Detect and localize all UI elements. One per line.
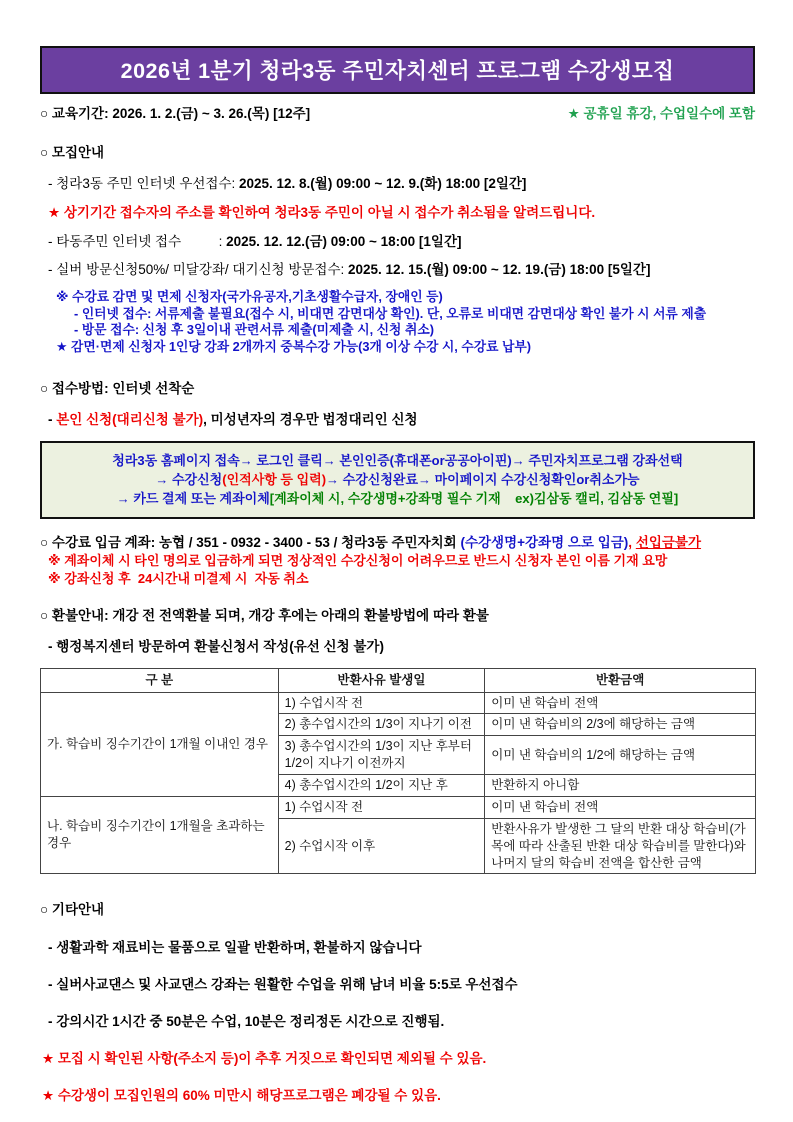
procedure-line2-a: → 수강신청 (155, 472, 223, 487)
recruit-line3-label: - 실버 방문신청50%/ 미달강좌/ 대기신청 방문접수: (48, 262, 349, 278)
refund-amount: 이미 낸 학습비의 1/2에 해당하는 금액 (485, 736, 756, 775)
refund-event: 4) 총수업시간의 1/2이 지난 후 (278, 775, 485, 797)
recruit-line-priority (40, 176, 755, 193)
refund-event: 3) 총수업시간의 1/3이 지난 후부터 1/2이 지나기 이전까지 (278, 736, 485, 775)
apply-self-dash: - (48, 412, 57, 428)
procedure-line2-b: → 수강신청완료→ 마이페이지 수강신청확인or취소가능 (326, 472, 640, 487)
refund-heading: ○ 환불안내: 개강 전 전액환불 되며, 개강 후에는 아래의 환불방법에 따라 환불 (40, 607, 489, 623)
payment-blue-part: (수강생명+강좌명 으로 입금) (460, 535, 629, 550)
apply-self-red: 본인 신청(대리신청 불가) (56, 412, 204, 428)
table-row (41, 796, 756, 818)
refund-amount: 반환사유가 발생한 그 달의 반환 대상 학습비(가목에 따라 산출된 반환 대상 학습비를 말한다)와 나머지 달의 학습비 전액을 합산한 금액 (485, 818, 756, 874)
etc-heading: ○ 기타안내 (40, 902, 105, 918)
procedure-step-line (48, 489, 747, 508)
apply-heading: ○ 접수방법: 인터넷 선착순 (40, 381, 195, 397)
recruit-line-other-dong (40, 234, 755, 251)
discount-notes (40, 289, 755, 355)
etc-item: - 실버사교댄스 및 사교댄스 강좌는 원활한 수업을 위해 남녀 비율 5:5로 우선접수 (48, 977, 518, 993)
procedure-line2-red: (인적사항 등 입력) (222, 472, 327, 487)
page-title: 2026년 1분기 청라3동 주민자치센터 프로그램 수강생모집 (120, 59, 675, 83)
refund-event: 2) 수업시작 이후 (278, 818, 485, 874)
refund-event: 1) 수업시작 전 (278, 796, 485, 818)
refund-event: 2) 총수업시간의 1/3이 지나기 이전 (278, 714, 485, 736)
recruit-line1-value: 2025. 12. 8.(월) 09:00 ~ 12. 9.(화) 18:00 [2일간] (239, 175, 527, 191)
education-period: ○ 교육기간: 2026. 1. 2.(금) ~ 3. 26.(목) [12주] (40, 106, 311, 121)
recruit-heading: ○ 모집안내 (40, 144, 105, 160)
payment-account-line (40, 535, 755, 552)
refund-table-header-row (41, 668, 756, 692)
etc-item: - 생활과학 재료비는 물품으로 일괄 반환하며, 환불하지 않습니다 (48, 940, 422, 956)
procedure-line1: 청라3동 홈페이지 접속→ 로그인 클릭→ 본인인증(휴대폰or공공아이핀)→ 주민자치프로그램 강좌선택 (112, 453, 683, 468)
application-procedure-box (40, 441, 755, 519)
payment-no-prepay: 선입금불가 (635, 535, 702, 550)
recruit-line2-value: 2025. 12. 12.(금) 09:00 ~ 18:00 [1일간] (226, 233, 462, 249)
title-banner (40, 46, 755, 94)
refund-group-b-label: 나. 학습비 징수기간이 1개월을 초과하는 경우 (41, 796, 279, 874)
apply-self-line (40, 412, 755, 429)
payment-note: ※ 계좌이체 시 타인 명의로 입금하게 되면 정상적인 수강신청이 어려우므로 반드시 신청자 본인 이름 기재 요망 (48, 552, 668, 568)
refund-col-amount: 반환금액 (485, 668, 756, 692)
recruit-line-silver (40, 262, 755, 279)
education-period-row (40, 106, 755, 123)
refund-amount: 이미 낸 학습비의 2/3에 해당하는 금액 (485, 714, 756, 736)
holiday-note: ★ 공휴일 휴강, 수업일수에 포함 (567, 106, 755, 121)
payment-note: ※ 강좌신청 후 24시간내 미결제 시 자동 취소 (48, 570, 309, 586)
recruit-warning: ★ 상기기간 접수자의 주소를 확인하여 청라3동 주민이 아닐 시 접수가 취소됨을 알려드립니다. (48, 204, 596, 220)
refund-amount: 이미 낸 학습비 전액 (485, 796, 756, 818)
discount-note: - 인터넷 접수: 서류제출 불필요(접수 시, 비대면 감면대상 확인). 단, 오류로 비대면 감면대상 확인 불가 시 서류 제출 (74, 305, 707, 321)
discount-note: ※ 수강료 감면 및 면제 신청자(국가유공자,기초생활수급자, 장애인 등) (56, 289, 443, 305)
apply-self-rest: , 미성년자의 경우만 법정대리인 신청 (203, 412, 418, 428)
procedure-line3-green: [계좌이체 시, 수강생명+강좌명 필수 기재 ex)김삼동 캘리, 김삼동 연필] (269, 491, 679, 506)
refund-sub: - 행정복지센터 방문하여 환불신청서 작성(유선 신청 불가) (48, 638, 384, 654)
recruit-line1-label: - 청라3동 주민 인터넷 우선접수: (48, 175, 239, 191)
procedure-step-line (48, 470, 747, 489)
etc-warning: ★ 모집 시 확인된 사항(주소지 등)이 추후 거짓으로 확인되면 제외될 수 있음. (42, 1051, 487, 1067)
procedure-line3-a: → 카드 결제 또는 계좌이체 (116, 491, 270, 506)
refund-col-event: 반환사유 발생일 (278, 668, 485, 692)
refund-amount: 반환하지 아니함 (485, 775, 756, 797)
recruit-line2-label: - 타동주민 인터넷 접수 : (48, 233, 227, 249)
payment-label: ○ 수강료 입금 계좌: 농협 / 351 - 0932 - 3400 - 53 / 청라3동 주민자치회 (40, 535, 461, 550)
payment-comma: , (628, 535, 636, 550)
refund-event: 1) 수업시작 전 (278, 692, 485, 714)
discount-note: - 방문 접수: 신청 후 3일이내 관련서류 제출(미제출 시, 신청 취소) (74, 322, 434, 338)
refund-amount: 이미 낸 학습비 전액 (485, 692, 756, 714)
procedure-step-line (48, 451, 747, 470)
etc-warning: ★ 수강생이 모집인원의 60% 미만시 해당프로그램은 폐강될 수 있음. (42, 1088, 441, 1104)
discount-note: ★ 감면·면제 신청자 1인당 강좌 2개까지 중복수강 가능(3개 이상 수강 시, 수강료 납부) (56, 338, 532, 354)
refund-group-a-label: 가. 학습비 징수기간이 1개월 이내인 경우 (41, 692, 279, 796)
recruit-line3-value: 2025. 12. 15.(월) 09:00 ~ 12. 19.(금) 18:00 [5일간] (348, 262, 651, 278)
table-row (41, 692, 756, 714)
refund-table (40, 668, 756, 875)
refund-col-category: 구 분 (41, 668, 279, 692)
etc-item: - 강의시간 1시간 중 50분은 수업, 10분은 정리정돈 시간으로 진행됨. (48, 1014, 445, 1030)
